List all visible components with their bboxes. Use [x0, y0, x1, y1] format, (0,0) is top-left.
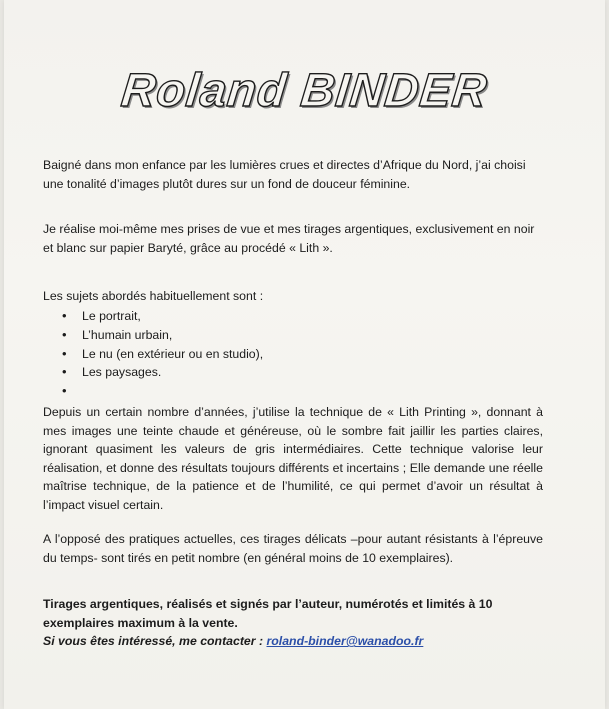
list-item: • L’humain urbain,	[62, 326, 263, 345]
list-item: • Le nu (en extérieur ou en studio),	[62, 345, 263, 364]
paragraph-sales-info: Tirages argentiques, réalisés et signés par l’auteur, numérotés et limités à 10 exemplaires maximum à la vente.	[43, 597, 493, 630]
subjects-list	[62, 307, 263, 401]
list-item	[62, 382, 263, 401]
email-link[interactable]: roland-binder@wanadoo.fr	[266, 634, 424, 648]
paragraph-technique: Je réalise moi-même mes prises de vue et mes tirages argentiques, exclusivement en noir et blanc sur papier Baryté, grâce au procédé « Lith ».	[43, 222, 535, 255]
contact-line	[43, 632, 543, 651]
page-title: Roland BINDER	[118, 63, 491, 116]
paragraph-lith-printing: Depuis un certain nombre d’années, j’utilise la technique de « Lith Printing », donnant à mes images une teinte chaude et généreuse, où le sombre fait jaillir les parties claires, ignorant quasiment les valeurs de gris intermédiaires. Cette technique valorise leur réalisation, et donne des résultats toujours différents et incertains ; Elle demande une réelle maîtrise technique, de la patience et de l’humilité, ce qui permet d’avoir un résultat à l’impact visuel certain.	[43, 405, 543, 512]
paragraph-intro: Baigné dans mon enfance par les lumières crues et directes d’Afrique du Nord, j’ai choisi une tonalité d’images plutôt dures sur un fond de douceur féminine.	[43, 158, 526, 191]
list-item: • Le portrait,	[62, 307, 263, 326]
contact-prefix: Si vous êtes intéressé, me contacter :	[43, 634, 267, 648]
paragraph-limited-prints: A l’opposé des pratiques actuelles, ces tirages délicats –pour autant résistants à l’épreuve du temps- sont tirés en petit nombre (en général moins de 10 exemplaires).	[43, 532, 543, 565]
list-item: • Les paysages.	[62, 363, 263, 382]
paragraph-subjects-intro: Les sujets abordés habituellement sont :	[43, 289, 264, 303]
